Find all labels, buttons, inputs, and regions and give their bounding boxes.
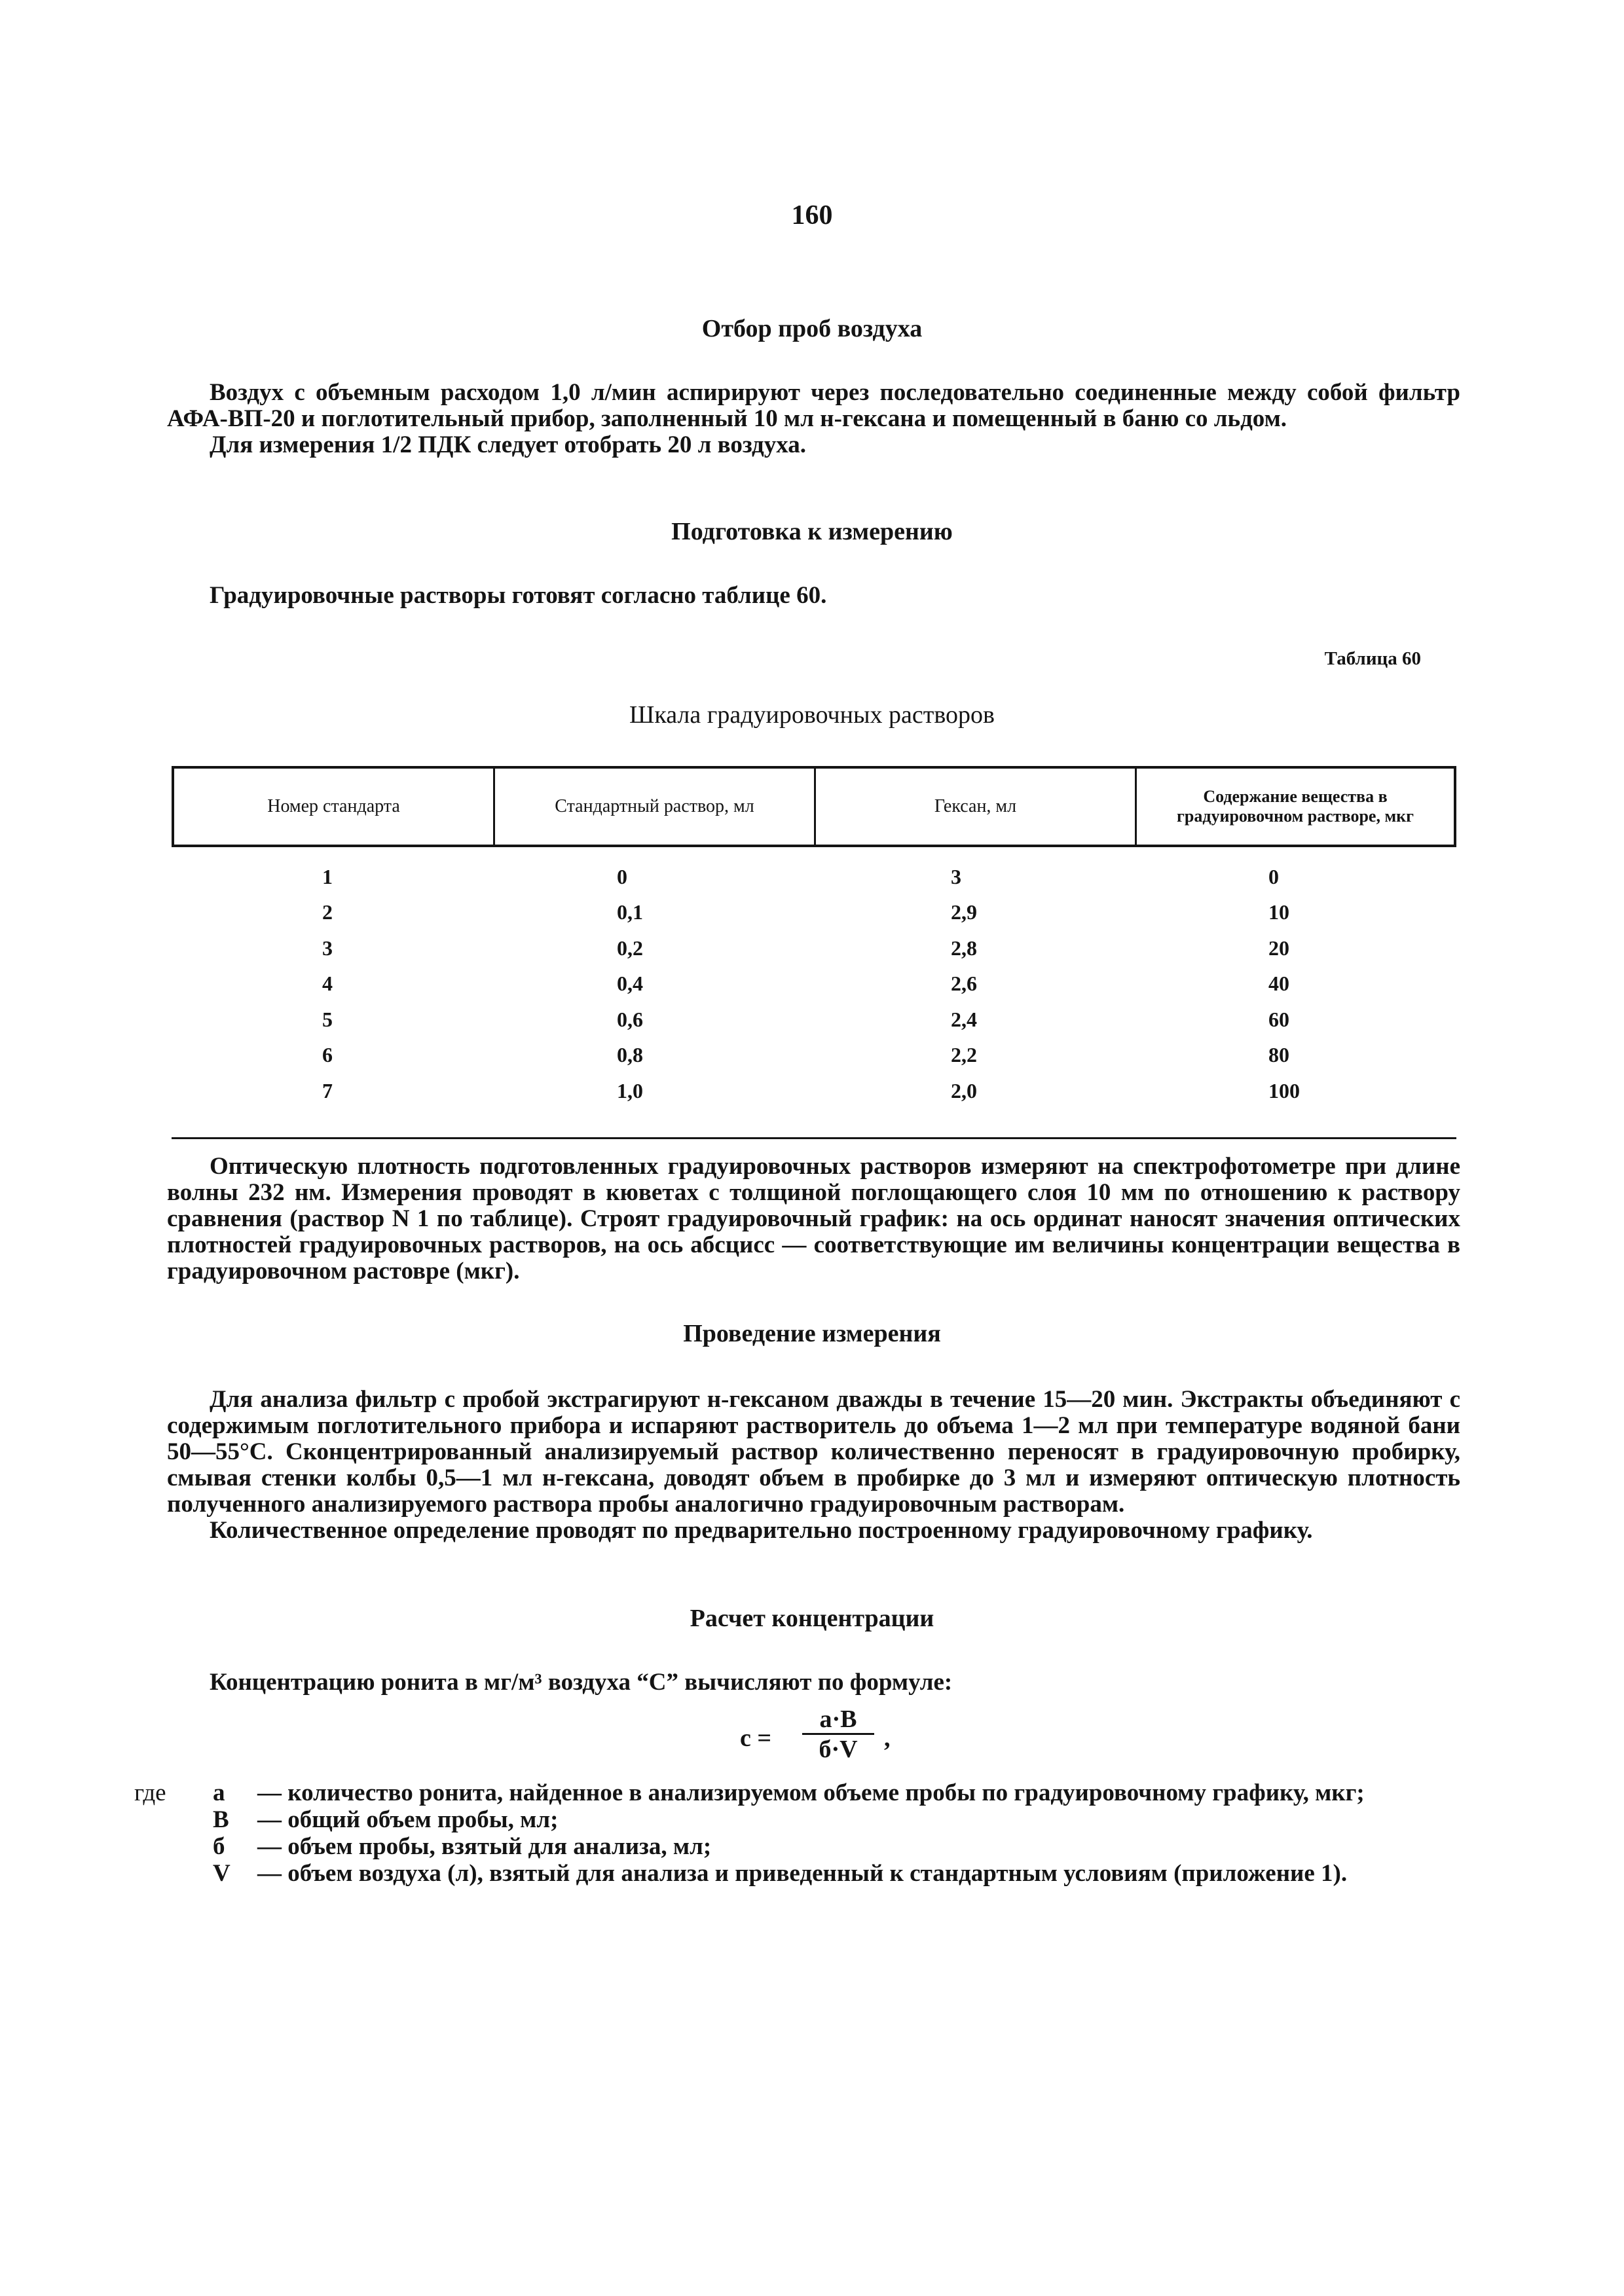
measurement-text-2: Количественное определение проводят по предварительно построенному градуировочному графику. [210,1517,1313,1544]
table-cell: 0,8 [617,1043,643,1067]
paragraph-preparation [167,583,1460,609]
table-row [172,1038,1456,1074]
table-cell: 2,2 [951,1043,977,1067]
measurement-text-1: Для анализа фильтр с пробой экстрагируют н-гексаном дважды в течение 15—20 мин. Экстракты объединяют с содержимым поглотительного прибора и испаряют растворитель до объема 1—2 мл при температуре водяной бани 50—55°С. Сконцентрированный анализируемый раствор количественно переносят в градуировочную пробирку, смывая стенки колбы 0,5—1 мл н-гексана, доводят объем в пробирке до 3 мл и измеряют оптическую плотность полученного анализируемого раствора пробы аналогично градуировочным растворам. [167,1386,1460,1518]
table-cell: 2,6 [951,972,977,996]
definition-row [213,1860,1522,1887]
table-cell: 0 [617,864,627,888]
table-cell: 1,0 [617,1078,643,1102]
definition-row [213,1806,1522,1833]
paragraph-optical [167,1154,1460,1285]
table-cell: 80 [1268,1043,1289,1067]
table-cell: 4 [322,972,333,996]
heading-sampling: Отбор проб воздуха [701,315,923,342]
table-cell: 40 [1268,972,1289,996]
definition-symbol: V [213,1860,231,1887]
table-cell: 2,8 [951,936,977,960]
table-header-cell: Содержание вещества в градуировочном растворе, мкг [1177,787,1414,826]
formula-comma: , [884,1724,891,1752]
table-header-cell: Гексан, мл [816,769,1137,845]
table-cell: 1 [322,864,333,888]
optical-text: Оптическую плотность подготовленных градуировочных растворов измеряют на спектрофотометре при длине волны 232 нм. Измерения проводят в кюветах с толщиной поглощающего слоя 10 мм по отношению к раствору сравнения (раствор N 1 по таблице). Строят градуировочный график: на ось ординат наносят значения оптических плотностей градуировочных растворов, на ось абсцисс — соответствующие им величины концентрации вещества в градуировочном растовре (мкг). [167,1153,1460,1285]
table-cell: 5 [322,1007,333,1031]
formula-fraction [802,1705,874,1764]
table-row [172,1002,1456,1038]
paragraph-calculation-intro [167,1669,1460,1696]
table-cell: 0,2 [617,936,643,960]
table-cell: 10 [1268,900,1289,924]
definition-symbol: В [213,1806,229,1833]
definition-text: — количество ронита, найденное в анализируемом объеме пробы по градуировочному графику, мкг; [257,1779,1365,1806]
table-header-cell: Стандартный раствор, мл [495,769,816,845]
preparation-text: Градуировочные растворы готовят согласно таблице 60. [210,582,827,609]
table-bottom-rule [172,1137,1456,1139]
table-row [172,966,1456,1002]
table-row [172,930,1456,966]
table-header [172,766,1456,847]
table-cell: 3 [951,864,961,888]
table-label: Таблица 60 [1324,648,1421,669]
sampling-text-2: Для измерения 1/2 ПДК следует отобрать 20 л воздуха. [210,431,807,458]
page-number: 160 [791,200,833,230]
definition-text: — объем пробы, взятый для анализа, мл; [257,1833,712,1860]
table-cell: 6 [322,1043,333,1067]
table-header-cell: Номер стандарта [174,769,495,845]
table-row [172,895,1456,931]
table-cell: 0,4 [617,972,643,996]
table-body [172,859,1456,1109]
definition-symbol: а [213,1779,225,1806]
table-cell: 2,9 [951,900,977,924]
where-word: где [134,1779,166,1806]
formula-definitions [134,1779,1522,1887]
table-cell: 0,1 [617,900,643,924]
heading-preparation: Подготовка к измерению [671,518,953,545]
heading-measurement: Проведение измерения [683,1320,941,1347]
definition-text: — общий объем пробы, мл; [257,1806,559,1833]
calculation-intro-text: Концентрацию ронита в мг/м³ воздуха “С” вычисляют по формуле: [210,1669,953,1696]
definition-text: — объем воздуха (л), взятый для анализа и приведенный к стандартным условиям (приложение 1). [257,1860,1348,1887]
table-cell: 20 [1268,936,1289,960]
table-cell: 2,0 [951,1078,977,1102]
table-row [172,1073,1456,1109]
heading-calculation: Расчет концентрации [690,1605,934,1632]
sampling-text-1: Воздух с объемным расходом 1,0 л/мин аспирируют через последовательно соединенные между собой фильтр АФА-ВП-20 и поглотительный прибор, заполненный 10 мл н-гексана и помещенный в баню со льдом. [167,379,1460,432]
definition-symbol: б [213,1833,225,1860]
formula-lhs: с = [740,1724,772,1752]
table-title: Шкала градуировочных растворов [629,701,995,729]
concentration-formula [740,1705,936,1764]
definition-row [213,1833,1522,1860]
table-cell: 3 [322,936,333,960]
table-cell: 0,6 [617,1007,643,1031]
table-cell: 2 [322,900,333,924]
table-cell: 7 [322,1078,333,1102]
paragraph-sampling [167,380,1460,458]
table-row [172,859,1456,895]
table-cell: 0 [1268,864,1279,888]
formula-numerator: а·В [802,1705,874,1735]
table-cell: 2,4 [951,1007,977,1031]
formula-denominator: б·V [819,1736,858,1763]
paragraph-measurement [167,1387,1460,1544]
table-cell: 60 [1268,1007,1289,1031]
table-cell: 100 [1268,1078,1300,1102]
definition-row [213,1779,1522,1806]
